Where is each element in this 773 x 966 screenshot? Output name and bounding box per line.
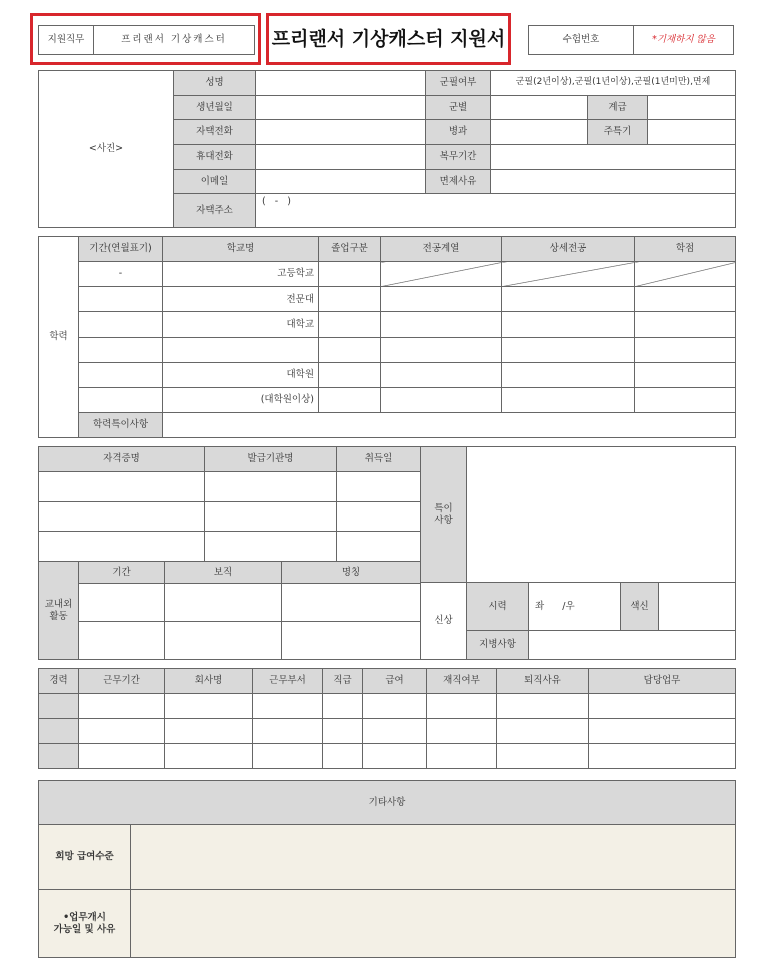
career-cell[interactable] bbox=[323, 694, 363, 719]
gpa-cell[interactable] bbox=[635, 287, 736, 312]
table-row bbox=[39, 287, 736, 312]
career-cell[interactable] bbox=[323, 719, 363, 744]
table-row bbox=[39, 337, 736, 362]
cert-header-date: 취득일 bbox=[337, 447, 421, 472]
exam-label: 수험번호 bbox=[529, 26, 634, 55]
rank-field[interactable] bbox=[648, 95, 736, 120]
career-cell[interactable] bbox=[253, 719, 323, 744]
activity-header-role: 보직 bbox=[165, 562, 282, 584]
gpa-cell[interactable] bbox=[635, 387, 736, 412]
birth-label: 생년월일 bbox=[174, 95, 256, 120]
period-cell[interactable] bbox=[79, 362, 163, 387]
rank-label: 계급 bbox=[588, 95, 648, 120]
activity-name-cell[interactable] bbox=[282, 622, 421, 660]
edu-header-major: 상세전공 bbox=[502, 237, 635, 262]
table-row bbox=[39, 362, 736, 387]
cert-name-cell[interactable] bbox=[39, 532, 205, 562]
career-cell[interactable] bbox=[79, 744, 165, 769]
specialty-label: 주특기 bbox=[588, 120, 648, 145]
personal-table bbox=[38, 70, 736, 228]
address-label: 자택주소 bbox=[174, 194, 256, 228]
service-period-field[interactable] bbox=[491, 144, 736, 169]
field-cell[interactable] bbox=[381, 312, 502, 337]
school-cell[interactable]: 대학원 bbox=[163, 362, 319, 387]
edu-header-gpa: 학점 bbox=[635, 237, 736, 262]
graduation-cell[interactable] bbox=[319, 337, 381, 362]
career-cell[interactable] bbox=[79, 694, 165, 719]
mobile-field[interactable] bbox=[256, 144, 426, 169]
career-header-period: 근무기간 bbox=[79, 669, 165, 694]
school-cell[interactable] bbox=[163, 337, 319, 362]
career-cell[interactable] bbox=[165, 744, 253, 769]
table-row bbox=[39, 694, 736, 719]
activity-header-period: 기간 bbox=[79, 562, 165, 584]
school-cell[interactable]: (대학원이상) bbox=[163, 387, 319, 412]
career-row-marker bbox=[39, 694, 79, 719]
gpa-cell[interactable] bbox=[635, 312, 736, 337]
branch-label: 군별 bbox=[426, 95, 491, 120]
career-cell[interactable] bbox=[363, 694, 427, 719]
vision-label: 시력 bbox=[467, 583, 529, 631]
field-cell[interactable] bbox=[381, 362, 502, 387]
table-row bbox=[39, 744, 736, 769]
major-cell[interactable] bbox=[502, 337, 635, 362]
salary-field[interactable] bbox=[131, 825, 736, 890]
table-row bbox=[39, 312, 736, 337]
military-options[interactable]: 군필(2년이상),군필(1년이상),군필(1년미만),면제 bbox=[491, 71, 736, 96]
form-title: 프리랜서 기상캐스터 지원서 bbox=[271, 28, 506, 50]
branch-field[interactable] bbox=[491, 95, 588, 120]
email-field[interactable] bbox=[256, 169, 426, 194]
activity-table bbox=[38, 561, 421, 660]
career-cell[interactable] bbox=[497, 719, 589, 744]
exam-note: *기재하지 않음 bbox=[634, 26, 734, 55]
exemption-label: 면제사유 bbox=[426, 169, 491, 194]
home-phone-label: 자택전화 bbox=[174, 120, 256, 145]
graduation-cell[interactable] bbox=[319, 287, 381, 312]
cert-name-cell[interactable] bbox=[39, 502, 205, 532]
graduation-cell[interactable] bbox=[319, 262, 381, 287]
table-row bbox=[39, 719, 736, 744]
field-cell[interactable] bbox=[381, 387, 502, 412]
gpa-cell bbox=[635, 262, 736, 287]
activity-side-label: 교내외 활동 bbox=[39, 562, 79, 660]
career-header-label: 경력 bbox=[39, 669, 79, 694]
activity-role-cell[interactable] bbox=[165, 622, 282, 660]
activity-role-cell[interactable] bbox=[165, 584, 282, 622]
exam-table bbox=[528, 25, 734, 55]
certificate-table bbox=[38, 446, 421, 562]
edu-header-graduation: 졸업구분 bbox=[319, 237, 381, 262]
cert-header-issuer: 발급기관명 bbox=[205, 447, 337, 472]
cert-issuer-cell[interactable] bbox=[205, 472, 337, 502]
job-value[interactable]: 프리랜서 기상캐스터 bbox=[94, 26, 255, 55]
address-field[interactable]: ( - ) bbox=[256, 194, 736, 228]
career-cell[interactable] bbox=[589, 694, 736, 719]
education-side-label: 학력 bbox=[39, 237, 79, 438]
birth-field[interactable] bbox=[256, 95, 426, 120]
exemption-field[interactable] bbox=[491, 169, 736, 194]
career-row-marker bbox=[39, 744, 79, 769]
activity-period-cell[interactable] bbox=[79, 622, 165, 660]
table-row bbox=[39, 622, 421, 660]
career-cell[interactable] bbox=[253, 694, 323, 719]
career-header-status: 재직여부 bbox=[427, 669, 497, 694]
career-cell[interactable] bbox=[363, 744, 427, 769]
career-cell[interactable] bbox=[165, 719, 253, 744]
career-header-duties: 담당업무 bbox=[589, 669, 736, 694]
name-label: 성명 bbox=[174, 71, 256, 96]
cert-issuer-cell[interactable] bbox=[205, 502, 337, 532]
career-cell[interactable] bbox=[589, 744, 736, 769]
other-title: 기타사항 bbox=[39, 781, 736, 825]
career-cell[interactable] bbox=[363, 719, 427, 744]
activity-period-cell[interactable] bbox=[79, 584, 165, 622]
gpa-cell[interactable] bbox=[635, 337, 736, 362]
career-header-position: 직급 bbox=[323, 669, 363, 694]
special-notes-field[interactable] bbox=[467, 447, 736, 583]
activity-header-name: 명칭 bbox=[282, 562, 421, 584]
field-cell[interactable] bbox=[381, 337, 502, 362]
major-cell[interactable] bbox=[502, 387, 635, 412]
major-cell[interactable] bbox=[502, 287, 635, 312]
specialty-field[interactable] bbox=[648, 120, 736, 145]
education-note-field[interactable] bbox=[163, 412, 736, 437]
graduation-cell[interactable] bbox=[319, 312, 381, 337]
cert-issuer-cell[interactable] bbox=[205, 532, 337, 562]
school-cell[interactable]: 고등학교 bbox=[163, 262, 319, 287]
career-header-salary: 급여 bbox=[363, 669, 427, 694]
table-row bbox=[39, 262, 736, 287]
edu-header-period: 기간(연월표기) bbox=[79, 237, 163, 262]
school-cell[interactable]: 대학교 bbox=[163, 312, 319, 337]
job-table bbox=[38, 25, 255, 55]
home-phone-field[interactable] bbox=[256, 120, 426, 145]
career-cell[interactable] bbox=[427, 694, 497, 719]
career-cell[interactable] bbox=[497, 694, 589, 719]
cert-date-cell[interactable] bbox=[337, 472, 421, 502]
career-header-dept: 근무부서 bbox=[253, 669, 323, 694]
career-table bbox=[38, 668, 736, 769]
career-cell[interactable] bbox=[79, 719, 165, 744]
table-row bbox=[39, 584, 421, 622]
special-notes-label: 특이 사항 bbox=[421, 447, 467, 583]
arm-field[interactable] bbox=[491, 120, 588, 145]
major-cell bbox=[502, 262, 635, 287]
period-cell[interactable]: - bbox=[79, 262, 163, 287]
education-table bbox=[38, 236, 736, 438]
career-cell[interactable] bbox=[497, 744, 589, 769]
body-label: 신상 bbox=[421, 583, 467, 660]
job-label: 지원직무 bbox=[39, 26, 94, 55]
career-cell[interactable] bbox=[427, 744, 497, 769]
career-cell[interactable] bbox=[427, 719, 497, 744]
table-row bbox=[39, 387, 736, 412]
cert-name-cell[interactable] bbox=[39, 472, 205, 502]
vision-field[interactable]: 좌 /우 bbox=[529, 583, 621, 631]
period-cell[interactable] bbox=[79, 337, 163, 362]
arm-label: 병과 bbox=[426, 120, 491, 145]
table-row bbox=[39, 502, 421, 532]
career-cell[interactable] bbox=[323, 744, 363, 769]
start-date-field[interactable] bbox=[131, 890, 736, 958]
edu-header-school: 학교명 bbox=[163, 237, 319, 262]
career-header-company: 회사명 bbox=[165, 669, 253, 694]
other-table bbox=[38, 780, 736, 958]
school-cell[interactable]: 전문대 bbox=[163, 287, 319, 312]
career-cell[interactable] bbox=[589, 719, 736, 744]
start-date-label: •업무개시 가능일 및 사유 bbox=[39, 890, 131, 958]
email-label: 이메일 bbox=[174, 169, 256, 194]
period-cell[interactable] bbox=[79, 312, 163, 337]
cert-header-name: 자격증명 bbox=[39, 447, 205, 472]
career-row-marker bbox=[39, 719, 79, 744]
colorblind-label: 색신 bbox=[621, 583, 659, 631]
cert-date-cell[interactable] bbox=[337, 502, 421, 532]
period-cell[interactable] bbox=[79, 287, 163, 312]
graduation-cell[interactable] bbox=[319, 362, 381, 387]
cert-date-cell[interactable] bbox=[337, 532, 421, 562]
edu-header-field: 전공계열 bbox=[381, 237, 502, 262]
career-cell[interactable] bbox=[165, 694, 253, 719]
name-field[interactable] bbox=[256, 71, 426, 96]
field-cell[interactable] bbox=[381, 287, 502, 312]
graduation-cell[interactable] bbox=[319, 387, 381, 412]
period-cell[interactable] bbox=[79, 387, 163, 412]
table-row bbox=[39, 532, 421, 562]
military-label: 군필여부 bbox=[426, 71, 491, 96]
illness-field[interactable] bbox=[529, 631, 736, 660]
illness-label: 지병사항 bbox=[467, 631, 529, 660]
table-row bbox=[39, 472, 421, 502]
special-body-table bbox=[420, 446, 736, 660]
salary-label: 희망 급여수준 bbox=[39, 825, 131, 890]
career-cell[interactable] bbox=[253, 744, 323, 769]
field-cell bbox=[381, 262, 502, 287]
mobile-label: 휴대전화 bbox=[174, 144, 256, 169]
gpa-cell[interactable] bbox=[635, 362, 736, 387]
major-cell[interactable] bbox=[502, 312, 635, 337]
career-header-reason: 퇴직사유 bbox=[497, 669, 589, 694]
activity-name-cell[interactable] bbox=[282, 584, 421, 622]
service-period-label: 복무기간 bbox=[426, 144, 491, 169]
education-note-label: 학력특이사항 bbox=[79, 412, 163, 437]
photo-area[interactable]: <사진> bbox=[39, 71, 174, 228]
colorblind-field[interactable] bbox=[659, 583, 736, 631]
major-cell[interactable] bbox=[502, 362, 635, 387]
